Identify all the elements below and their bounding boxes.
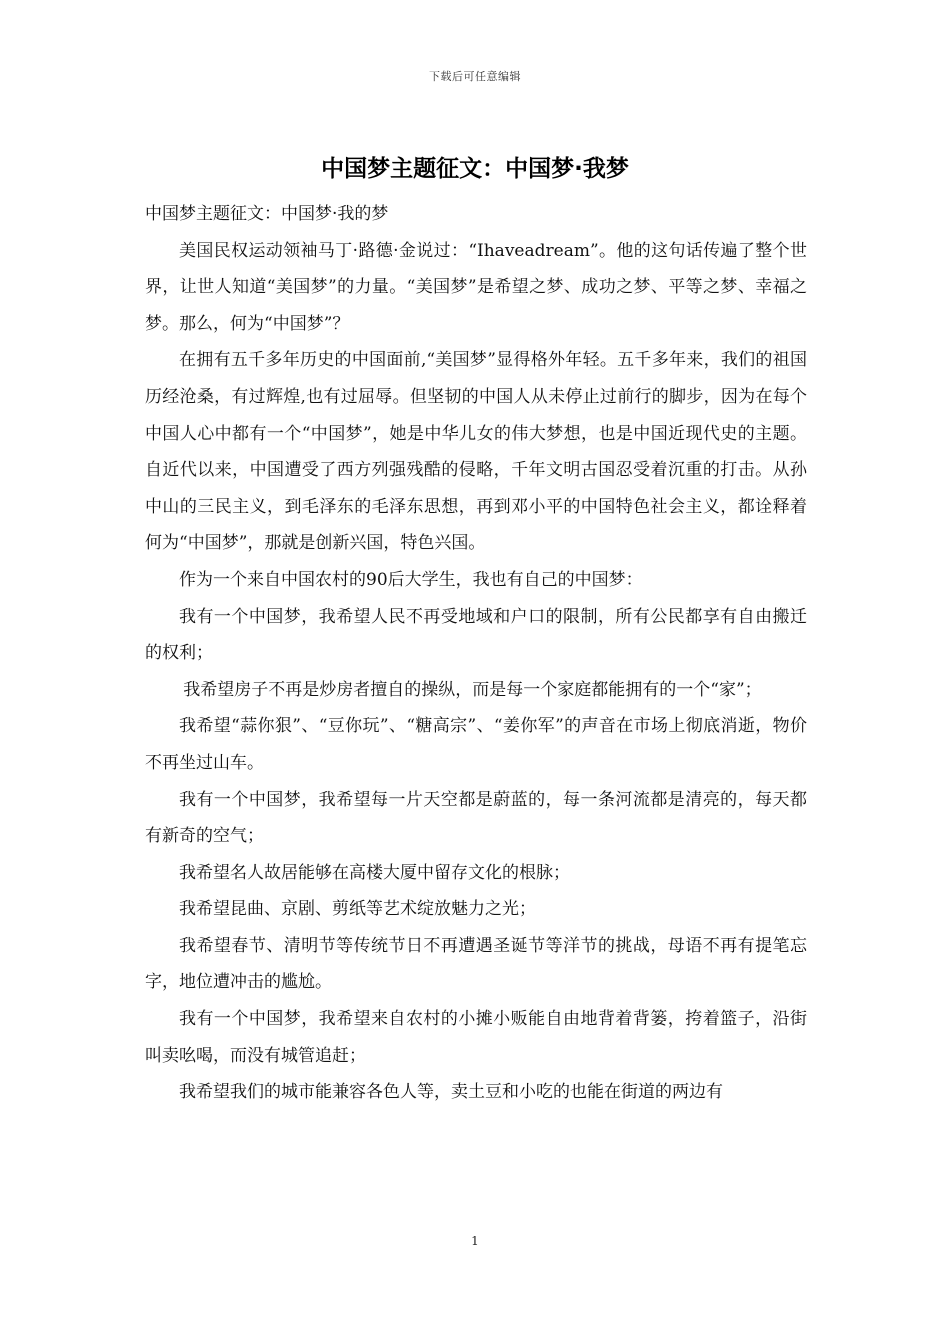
body-paragraph: 我希望“蒜你狠”、“豆你玩”、“糖高宗”、“姜你军”的声音在市场上彻底消逝，物价不再坐过山车。 xyxy=(145,716,807,773)
body-paragraph: 我希望春节、清明节等传统节日不再遭遇圣诞节等洋节的挑战，母语不再有提笔忘字，地位遭冲击的尴尬。 xyxy=(145,935,807,993)
document-body xyxy=(145,196,807,1111)
body-paragraph: 作为一个来自中国农村的90后大学生，我也有自己的中国梦： xyxy=(179,569,643,590)
body-paragraph: 我希望昆曲、京剧、剪纸等艺术绽放魅力之光； xyxy=(179,899,536,920)
body-paragraph: 我希望名人故居能够在高楼大厦中留存文化的根脉； xyxy=(179,862,570,883)
page-number: 1 xyxy=(471,1234,479,1248)
subtitle-paragraph: 中国梦主题征文：中国梦·我的梦 xyxy=(145,204,389,224)
page-header-note: 下载后可任意编辑 xyxy=(429,70,521,83)
body-paragraph: 在拥有五千多年历史的中国面前,“美国梦”显得格外年轻。五千多年来，我们的祖国历经沧桑，有过辉煌,也有过屈辱。但坚韧的中国人从未停止过前行的脚步，因为在每个中国人心中都有一个“中国梦”，她是中华儿女的伟大梦想，也是中国近现代史的主题。自近代以来，中国遭受了西方列强残酷的侵略，千年文明古国忍受着沉重的打击。从孙中山的三民主义，到毛泽东的毛泽东思想，再到邓小平的中国特色社会主义，都诠释着何为“中国梦”，那就是创新兴国，特色兴国。 xyxy=(145,350,807,554)
document-title: 中国梦主题征文：中国梦·我梦 xyxy=(321,156,629,182)
body-paragraph: 我有一个中国梦，我希望来自农村的小摊小贩能自由地背着背篓，挎着篮子，沿街叫卖吆喝，而没有城管追赶； xyxy=(145,1009,807,1066)
body-paragraph: 美国民权运动领袖马丁·路德·金说过：“Ihaveadream”。他的这句话传遍了整个世界，让世人知道“美国梦”的力量。“美国梦”是希望之梦、成功之梦、平等之梦、幸福之梦。那么，何为“中国梦”？ xyxy=(145,240,807,334)
body-paragraph: 我希望我们的城市能兼容各色人等，卖土豆和小吃的也能在街道的两边有 xyxy=(179,1082,723,1103)
body-paragraph: 我有一个中国梦，我希望人民不再受地域和户口的限制，所有公民都享有自由搬迁的权利； xyxy=(145,606,807,664)
body-paragraph: 我希望房子不再是炒房者擅自的操纵，而是每一个家庭都能拥有的一个“家”； xyxy=(183,679,762,700)
body-paragraph: 我有一个中国梦，我希望每一片天空都是蔚蓝的，每一条河流都是清亮的，每天都有新奇的空气； xyxy=(145,789,807,847)
